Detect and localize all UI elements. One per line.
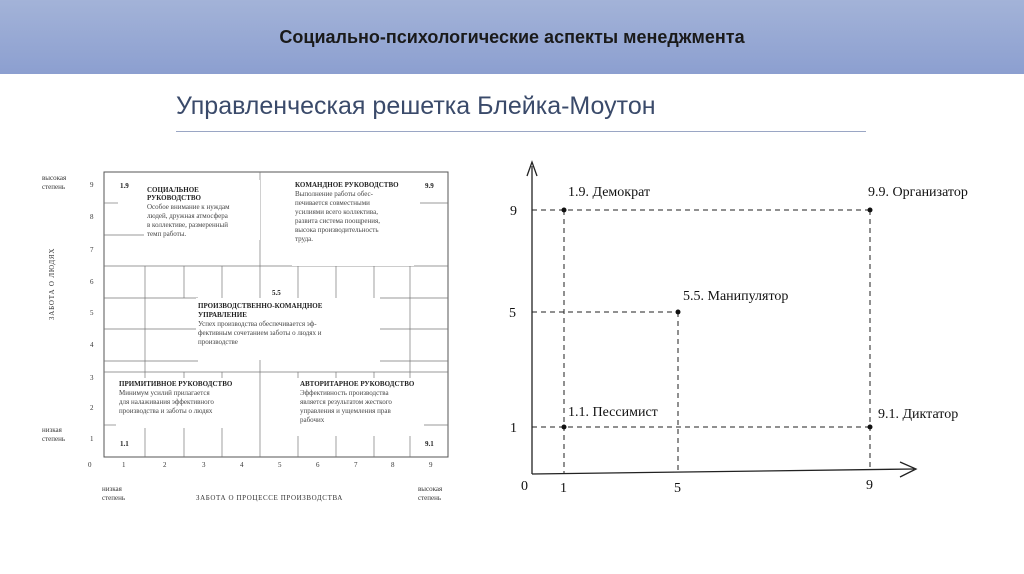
block-title: УПРАВЛЕНИЕ (198, 311, 247, 319)
block-text: людей, дружная атмосфера (147, 212, 228, 220)
high-label-x-line2: степень (418, 494, 442, 502)
dashed-guides (532, 210, 870, 474)
y-tick: 9 (90, 181, 94, 189)
y-tick: 3 (90, 374, 94, 382)
block-title: ПРИМИТИВНОЕ РУКОВОДСТВО (119, 380, 233, 388)
block-title: СОЦИАЛЬНОЕ (147, 186, 199, 194)
code-5-5: 5.5 (272, 289, 281, 297)
x-tick: 7 (354, 461, 358, 469)
blake-grid (42, 172, 448, 502)
point-5-5 (676, 310, 681, 315)
y-axis-label: ЗАБОТА О ЛЮДЯХ (48, 247, 56, 320)
y-tick-1: 1 (510, 421, 517, 436)
block-text: управления и ущемления прав (300, 407, 391, 415)
point-1-1 (562, 425, 567, 430)
x-tick: 5 (278, 461, 282, 469)
block-text: Эффективность производства (300, 389, 389, 397)
block-text: усилиями всего коллектива, (295, 208, 378, 216)
code-9-9: 9.9 (425, 182, 434, 190)
block-text: темп работы. (147, 230, 187, 238)
block-title: ПРОИЗВОДСТВЕННО-КОМАНДНОЕ (198, 302, 323, 310)
x-tick-9: 9 (866, 478, 873, 493)
block-text: Минимум усилий прилагается (119, 389, 210, 397)
label-manipulator: 5.5. Манипулятор (683, 289, 789, 304)
block-text: Особое внимание к нуждам (147, 203, 230, 211)
low-label-x-line2: степень (102, 494, 126, 502)
x-axis-label: ЗАБОТА О ПРОЦЕССЕ ПРОИЗВОДСТВА (196, 494, 343, 502)
label-organizer: 9.9. Организатор (868, 185, 968, 200)
point-9-1 (868, 425, 873, 430)
block-text: рабочих (300, 416, 325, 424)
block-title: КОМАНДНОЕ РУКОВОДСТВО (295, 181, 399, 189)
code-1-9: 1.9 (120, 182, 129, 190)
y-tick: 2 (90, 404, 94, 412)
low-label-y-line2: степень (42, 435, 66, 443)
managerial-types-diagram (509, 162, 968, 496)
label-democrat: 1.9. Демократ (568, 185, 651, 200)
x-tick: 1 (122, 461, 126, 469)
point-1-9 (562, 208, 567, 213)
block-text: производства и заботы о людях (119, 407, 213, 415)
block-text: печивается совместными (295, 199, 370, 207)
code-1-1: 1.1 (120, 440, 129, 448)
code-9-1: 9.1 (425, 440, 434, 448)
origin-label: 0 (521, 479, 528, 494)
high-label-x-line1: высокая (418, 485, 443, 493)
point-9-9 (868, 208, 873, 213)
header-title: Социально-психологические аспекты менеджмента (279, 26, 745, 47)
block-text: труда. (295, 235, 314, 243)
x-tick: 8 (391, 461, 395, 469)
y-tick: 8 (90, 213, 94, 221)
x-tick-5: 5 (674, 481, 681, 496)
y-ticks (90, 181, 94, 443)
block-title: АВТОРИТАРНОЕ РУКОВОДСТВО (300, 380, 415, 388)
block-text: развита система поощрения, (295, 217, 380, 225)
y-tick: 1 (90, 435, 94, 443)
slide-subtitle: Управленческая решетка Блейка-Моутон (176, 92, 656, 120)
block-text: высока производительность (295, 226, 379, 234)
x-tick: 0 (88, 461, 92, 469)
high-label-line2: степень (42, 183, 66, 191)
block-text: производстве (198, 338, 238, 346)
x-tick: 9 (429, 461, 433, 469)
y-tick: 5 (90, 309, 94, 317)
y-tick-9: 9 (510, 204, 517, 219)
label-dictator: 9.1. Диктатор (878, 407, 959, 422)
y-tick: 6 (90, 278, 94, 286)
block-text: является результатом жесткого (300, 398, 392, 406)
y-tick: 7 (90, 246, 94, 254)
x-tick: 6 (316, 461, 320, 469)
x-axis (532, 469, 914, 474)
low-label-x-line1: низкая (102, 485, 122, 493)
low-label-y-line1: низкая (42, 426, 62, 434)
x-tick: 2 (163, 461, 167, 469)
block-title: РУКОВОДСТВО (147, 194, 202, 202)
high-label-line1: высокая (42, 174, 67, 182)
x-tick: 3 (202, 461, 206, 469)
block-text: Успех производства обеспечивается эф- (198, 320, 317, 328)
block-text: для налаживания эффективного (119, 398, 214, 406)
block-text: фективным сочетанием заботы о людях и (198, 329, 322, 337)
x-ticks (88, 461, 433, 469)
y-tick: 4 (90, 341, 94, 349)
block-text: Выполнение работы обес- (295, 190, 373, 198)
label-pessimist: 1.1. Пессимист (568, 405, 658, 420)
x-tick: 4 (240, 461, 244, 469)
y-tick-5: 5 (509, 306, 516, 321)
x-tick-1: 1 (560, 481, 567, 496)
block-text: в коллективе, размеренный (147, 221, 228, 229)
